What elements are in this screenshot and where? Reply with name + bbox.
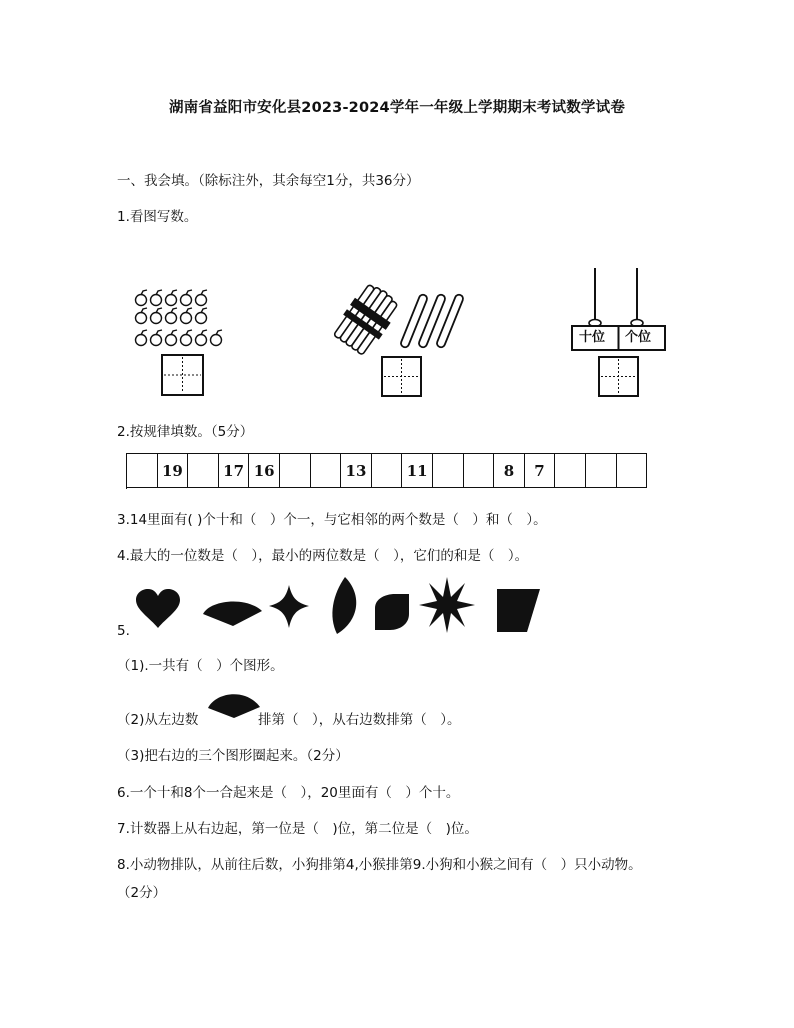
eight-point-star-shape — [419, 577, 475, 633]
exam-title: 湖南省益阳市安化县2023-2024学年一年级上学期期末考试数学试卷 — [168, 100, 626, 116]
question-5-part-2-start: （2)从左边数 — [117, 712, 199, 728]
question-2: 2.按规律填数。（5分） — [117, 424, 254, 440]
abacus-ones-label: 个位 — [625, 330, 652, 345]
question-6: 6.一个十和8个一合起来是（ ），20里面有（ ）个十。 — [117, 785, 460, 801]
question-5-part-3: （3)把右边的三个图形圈起来。（2分） — [117, 748, 349, 764]
sequence-cell: 7 — [525, 453, 556, 488]
question-7: 7.计数器上从右边起，第一位是（ )位，第二位是（ )位。 — [117, 821, 478, 837]
question-4: 4.最大的一位数是（ ），最小的两位数是（ ），它们的和是（ ）。 — [117, 548, 529, 564]
fan-shape — [203, 601, 262, 626]
sequence-cell: 11 — [402, 453, 433, 488]
heart-shape — [136, 589, 180, 628]
sequence-cell: 17 — [219, 453, 250, 488]
leaf-shape — [332, 577, 356, 634]
section-1-heading: 一、我会填。（除标注外，其余每空1分，共36分） — [117, 173, 420, 189]
inline-fan-icon — [208, 694, 260, 718]
question-8-points: （2分） — [117, 885, 167, 901]
sequence-cell: 13 — [341, 453, 372, 488]
question-5-number: 5. — [117, 623, 130, 639]
question-5-part-2-end: 排第（ ），从右边数排第（ ）。 — [258, 712, 461, 728]
abacus-tens-label: 十位 — [579, 330, 606, 345]
sequence-cell: 8 — [494, 453, 525, 488]
question-3: 3.14里面有( )个十和（ ）个一，与它相邻的两个数是（ ）和（ ）。 — [117, 512, 547, 528]
question-1: 1.看图写数。 — [117, 209, 198, 225]
sequence-cell: 19 — [158, 453, 189, 488]
four-point-star-shape — [269, 585, 309, 628]
lemon-shape — [375, 594, 409, 630]
question-5-part-1: （1).一共有（ ）个图形。 — [117, 658, 284, 674]
trapezoid-shape — [497, 589, 540, 632]
sequence-cell: 16 — [249, 453, 280, 488]
question-8: 8.小动物排队，从前往后数，小狗排第4,小猴排第9.小狗和小猴之间有（ ）只小动物。 — [117, 857, 642, 873]
